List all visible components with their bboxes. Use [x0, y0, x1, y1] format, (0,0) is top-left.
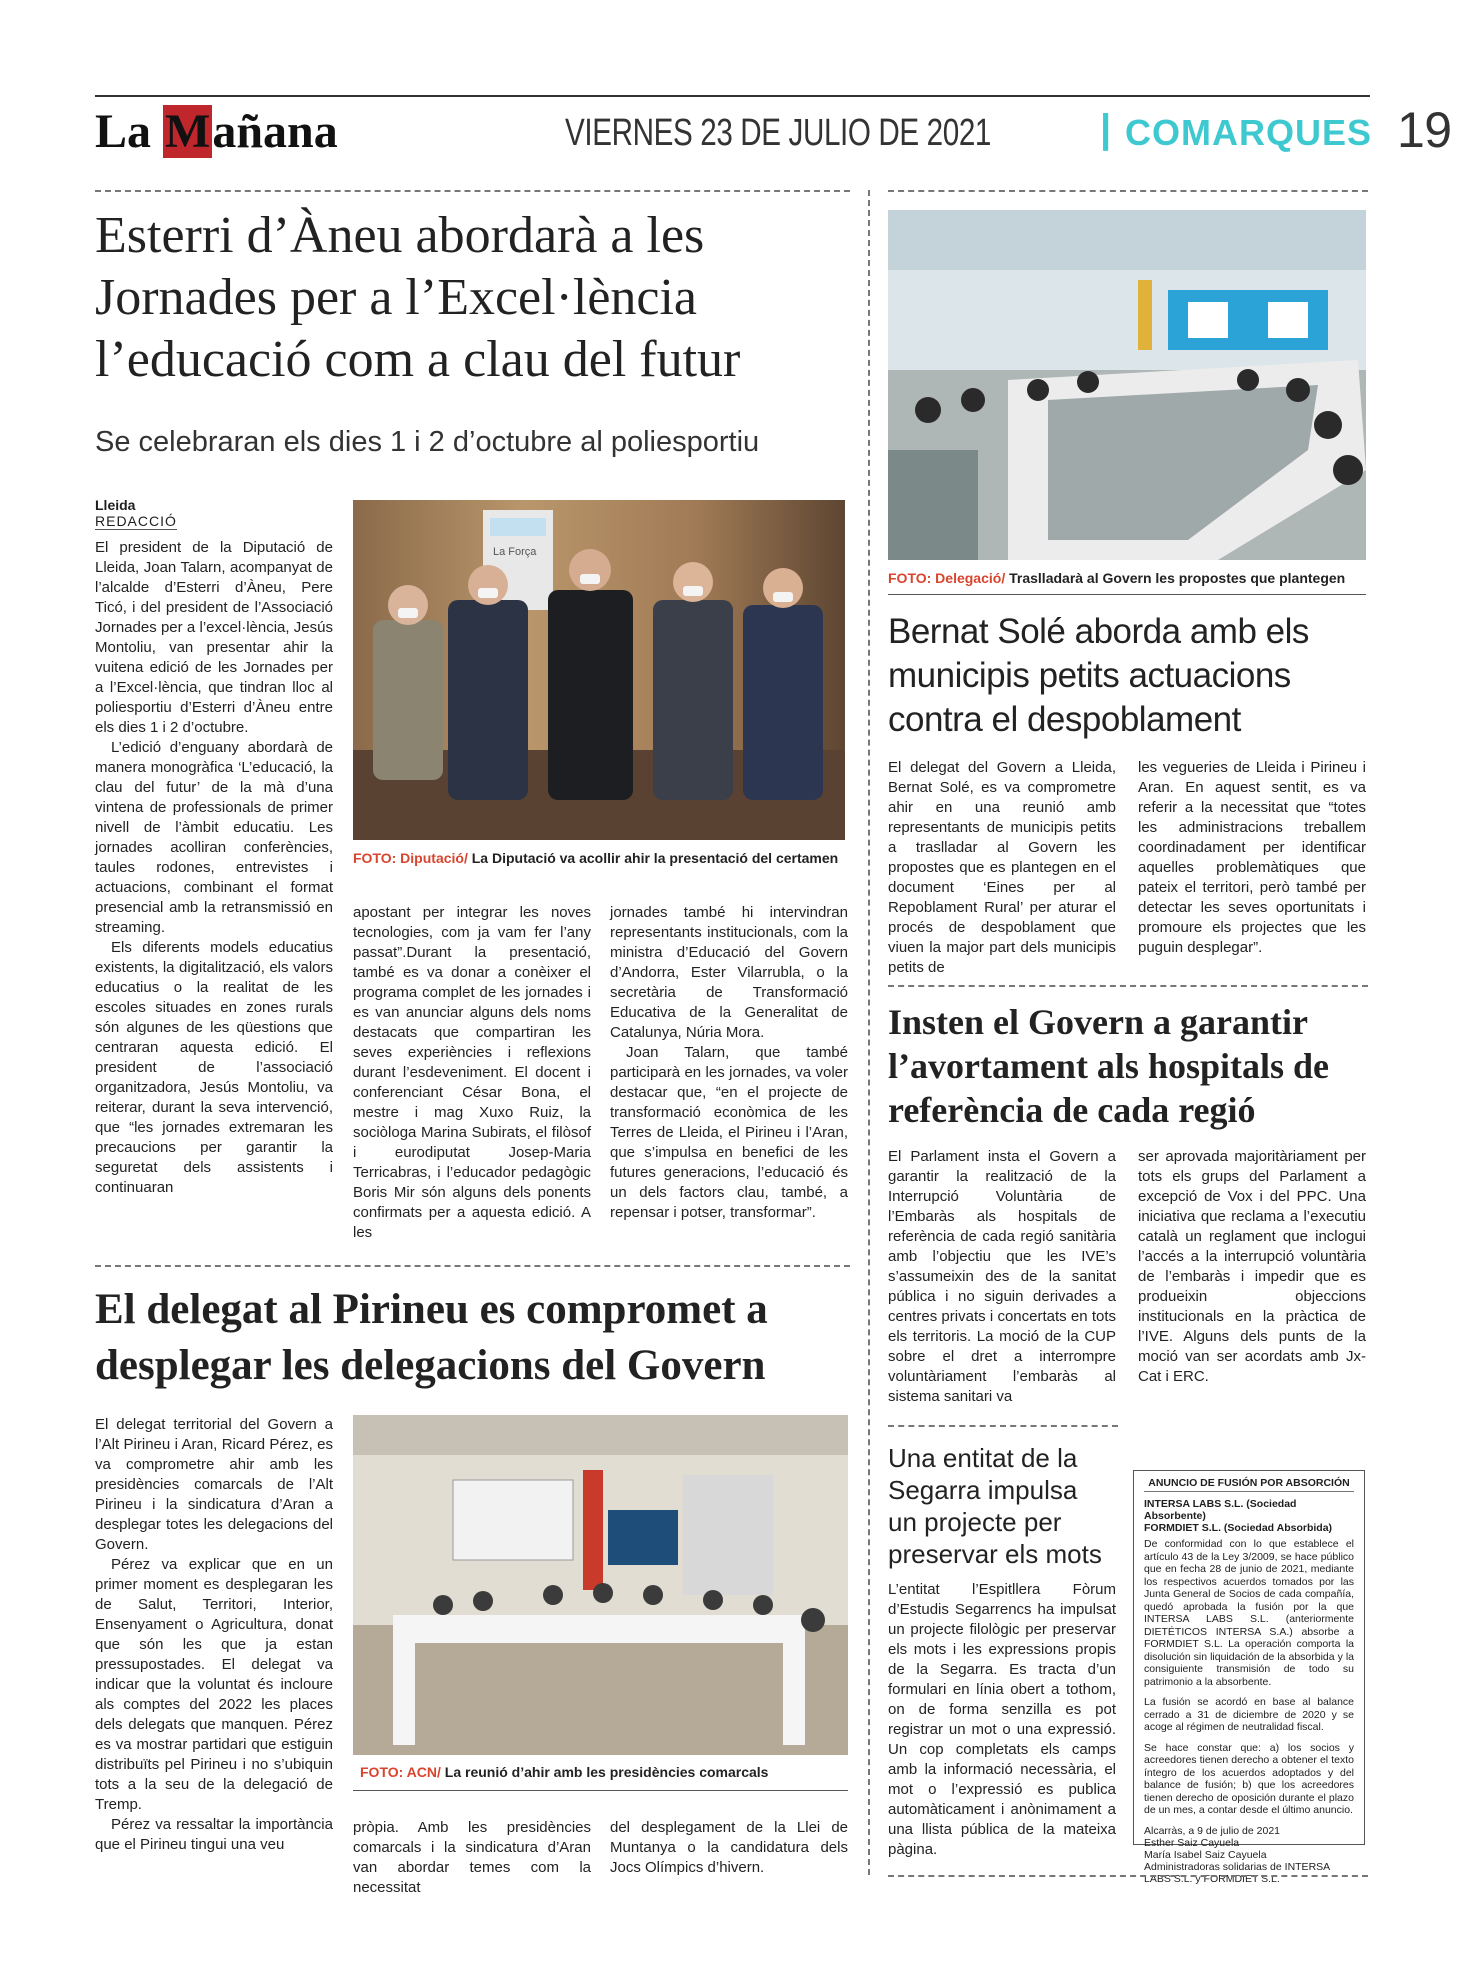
- article2-col1-paragraph: Pérez va explicar que en un primer moment es desplegaran les de Salut, Territori, Interior, Ensenyament o Agricultura, donat que són les que ja estan pressupostades. El delegat va indicar que la voluntat és incloure als comptes del 2022 les places dels delegats que manquen. Pérez es va mostrar partidari que estiguin distribuïts pel Pirineu i no s’ubiquin tots a la seu de la delegació de Tremp.: [95, 1556, 333, 1813]
- article4-column-2: [1138, 1147, 1366, 1387]
- article3-photo-image: [888, 210, 1366, 560]
- section-name: COMARQUES: [1125, 112, 1373, 153]
- article4-col2-paragraph: ser aprovada majoritàriament per tots els grups del Parlament a excepció de Vox i del PPC. Una iniciativa que reclama a l’executiu català un reglament que inclogui l’accés a la interrupció voluntària de l’embaràs i impedir que es produeixin objeccions institucionals en la pràctica de l’IVE. Alguns dels punts de la moció van ser acordats amb Jx-Cat i ERC.: [1138, 1148, 1366, 1385]
- signature-line: Administradoras solidarias de INTERSA LABS S.L. y FORMDIET S.L.: [1144, 1860, 1330, 1885]
- article1-col1-paragraph: El president de la Diputació de Lleida, Joan Talarn, acompanyat de l’alcalde d’Esterri d’Àneu, Pere Ticó, i del president de l’Associació Jornades per a l’excel·lència, Jesús Montoliu, van presentar ahir la vuitena edició de les Jornades per a l’Excel·lència, que tindran lloc al poliesportiu d’Esterri d’Àneu entre els dies 1 i 2 d’octubre.: [95, 539, 333, 736]
- article1-photo-image: [353, 500, 845, 840]
- newspaper-logo: [95, 107, 338, 157]
- article2-col1-paragraph: Pérez va ressaltar la importància que el Pirineu tingui una veu: [95, 1816, 333, 1853]
- page-number: 19: [1397, 102, 1452, 158]
- article1-photo: [353, 500, 845, 840]
- article5-body: [888, 1580, 1116, 1860]
- photo-caption-text: La reunió d’ahir amb les presidències comarcals: [444, 1764, 769, 1780]
- header-separator: |: [1100, 107, 1112, 151]
- article5-headline: Una entitat de la Segarra impulsa un projecte per preservar els mots: [888, 1443, 1102, 1569]
- divider-mid-left: [95, 1265, 850, 1267]
- article3-photo-caption: [888, 570, 1345, 586]
- article1-photo-caption: [353, 850, 838, 866]
- logo-accent-letter: M: [165, 105, 211, 158]
- signature-line: Alcarràs, a 9 de julio de 2021: [1144, 1824, 1281, 1837]
- article2-photo-caption: [360, 1764, 768, 1780]
- article1-column-3: [610, 903, 848, 1223]
- article1-headline: Esterri d’Àneu abordarà a les Jornades per a l’Excel·lència l’educació com a clau del futur: [95, 207, 741, 388]
- article1-subheadline: Se celebraran els dies 1 i 2 d’octubre al poliesportiu: [95, 426, 760, 458]
- legal-notice: [1133, 1470, 1365, 1885]
- divider-top-left: [95, 190, 850, 192]
- article4-column-1: [888, 1147, 1116, 1407]
- article2-photo-image: [353, 1415, 848, 1755]
- article2-column-1: [95, 1415, 333, 1855]
- photo-credit: FOTO: Diputació/: [353, 850, 468, 866]
- article3-col2-paragraph: les vegueries de Lleida i Pirineu i Aran. En aquest sentit, es va referir a la necessitat que “totes les administracions treballem coordinadament per identificar aquelles problemàtiques que pateix el territori, però també per detectar les seves oportunitats i promoure els projectes que les puguin desplegar”.: [1138, 759, 1366, 956]
- article5-paragraph: L’entitat l’Espitllera Fòrum d’Estudis Segarrencs ha impulsat un projecte filològic per preservar els mots i les expressions propis de la Segarra. Es tracta d’un formulari en línia obert a tothom, on de forma senzilla es pot registrar un mot o una expressió. Un cop completats els camps amb la informació necessària, el mot o l’expressió es publica automàticament i anònimament a una llista pública de la mateixa pàgina.: [888, 1581, 1116, 1858]
- issue-date: VIERNES 23 DE JULIO DE 2021: [565, 112, 992, 154]
- masthead-top-rule: [95, 95, 1370, 97]
- notice-paragraph: De conformidad con lo que establece el artículo 43 de la Ley 3/2009, se hace público que en fecha 28 de junio de 2021, mediante los respectivos acuerdos tomados por las Junta General de Socios de cada compañía, quedó aprobada la fusión por la que INTERSA LABS S.L. (anteriormente DIETÉTICOS INTERSA S.A.) absorbe a FORMDIET S.L. La operación comporta la disolución sin liquidación de la absorbida y la consiguiente transmisión de todo su patrimonio a la absorbente.: [1144, 1538, 1354, 1688]
- article2-column-2: [353, 1818, 591, 1898]
- article3-col1-paragraph: El delegat del Govern a Lleida, Bernat Solé, es va comprometre ahir en una reunió amb representants de municipis petits a traslladar al Govern les propostes que es plantegen en el document ‘Eines per al Repoblament Rural’ per aturar el procés de despoblament que viuen la major part dels municipis petits de: [888, 759, 1116, 976]
- article1-col1-paragraph: Els diferents models educatius existents, la digitalització, els valors educatius o la realitat de les escoles situades en zones rurals són algunes de les qüestions que centraran aquesta edició. El president de l’associació organitzadora, Jesús Montoliu, va reiterar, durant la seva intervenció, que “les jornades extremaran les precaucions per garantir la seguretat dels assistents i continuaran: [95, 939, 333, 1196]
- article2-headline: El delegat al Pirineu es compromet a desplegar les delegacions del Govern: [95, 1286, 768, 1389]
- article2-col2-paragraph: pròpia. Amb les presidències comarcals i la sindicatura d’Aran van abordar temes com la necessitat: [353, 1819, 591, 1896]
- article4-headline: Insten el Govern a garantir l’avortament als hospitals de referència de cada regió: [888, 1002, 1329, 1130]
- byline-author: REDACCIÓ: [95, 513, 177, 529]
- article3-column-2: [1138, 758, 1366, 958]
- article1-col3-paragraph: Joan Talarn, que també participarà en les jornades, va voler destacar que, “en el projecte de transformació econòmica de les Terres de Lleida, el Pirineu i l’Aran, que s’impulsa en benefici de les futures generacions, l’educació és un dels factors clau, també, a repensar i potser, transformar”.: [610, 1044, 848, 1221]
- byline-place: Lleida: [95, 497, 136, 513]
- divider-right-1: [888, 985, 1368, 987]
- notice-paragraph: Se hace constar que: a) los socios y acreedores tienen derecho a obtener el texto íntegro de los acuerdos adoptados y del balance de fusión; b) que los acreedores tienen derecho de oposición durante el plazo de un mes, a contar desde el último anuncio.: [1144, 1741, 1354, 1816]
- logo-text: La Mañana: [95, 105, 338, 158]
- article1-byline: [95, 497, 335, 531]
- photo-caption-text: La Diputació va acollir ahir la presentació del certamen: [471, 850, 839, 866]
- signature-line: María Isabel Saiz Cayuela: [1144, 1848, 1267, 1861]
- article4-col1-paragraph: El Parlament insta el Govern a garantir la realització de la Interrupció Voluntària de l’Embaràs als hospitals de referència de cada regió sanitària amb l’objectiu que les IVE’s s’assumeixin des de la sanitat pública i no siguin derivades a centres privats i concertats en tots els territoris. La moció de la CUP sobre el dret a interrompre voluntàriament l’embaràs al sistema sanitari va: [888, 1148, 1116, 1405]
- photo-sign-text: La Força: [493, 546, 537, 558]
- notice-paragraph: La fusión se acordó en base al balance cerrado a 31 de diciembre de 2020 y se acoge al régimen de neutralidad fiscal.: [1144, 1696, 1354, 1733]
- article1-col1-paragraph: L’edició d’enguany abordarà de manera monogràfica ‘L’educació, la clau del futur’ de la mà d’una vintena de professionals de primer nivell de l’àmbit educatiu. Les jornades acolliran conferències, taules rodones, entrevistes i actuacions, combinant el format presencial amb la retransmissió en streaming.: [95, 739, 333, 936]
- divider-right-2: [888, 1425, 1118, 1427]
- article3-caption-rule: [888, 594, 1366, 595]
- article1-col2-paragraph: apostant per integrar les noves tecnologies, com ja vam fer l’any passat”.Durant la presentació, també es va donar a conèixer el programa complet de les jornades i es van anunciar alguns dels noms destacats que compartiran les seves experiències i reflexions durant l’esdeveniment. El docent i conferenciant César Bona, el mestre i mag Xuxo Ruiz, la sociòloga Marina Subirats, el filòsof i eurodiputat Josep-Maria Terricabras, i l’educador pedagògic Boris Mir són alguns dels ponents confirmats per a aquesta edició. A les: [353, 904, 591, 1241]
- article1-col3-paragraph: jornades també hi intervindran representants institucionals, com la ministra d’Educació del Govern d’Andorra, Ester Vilarrubla, o la secretària de Transformació Educativa de la Generalitat de Catalunya, Núria Mora.: [610, 904, 848, 1041]
- article2-caption-rule: [353, 1790, 848, 1791]
- photo-credit: FOTO: Delegació/: [888, 570, 1006, 586]
- article1-column-2: [353, 903, 591, 1243]
- photo-credit: FOTO: ACN/: [360, 1764, 441, 1780]
- article2-col1-paragraph: El delegat territorial del Govern a l’Alt Pirineu i Aran, Ricard Pérez, es va comprometre ahir amb les presidències comarcals de l’Alt Pirineu i la sindicatura d’Aran a desplegar totes les delegacions del Govern.: [95, 1416, 333, 1553]
- article3-headline: Bernat Solé aborda amb els municipis petits actuacions contra el despoblament: [888, 612, 1309, 739]
- article3-photo: [888, 210, 1366, 560]
- divider-bottom: [888, 1875, 1368, 1877]
- article1-column-1: [95, 538, 333, 1198]
- article2-col3-paragraph: del desplegament de la Llei de Muntanya o la candidatura dels Jocs Olímpics d’hivern.: [610, 1819, 848, 1876]
- divider-top-right: [888, 190, 1368, 192]
- divider-vertical: [868, 190, 870, 1875]
- signature-line: Esther Saiz Cayuela: [1144, 1836, 1240, 1849]
- photo-caption-text: Traslladarà al Govern les propostes que plantegen: [1009, 570, 1346, 586]
- article2-photo: [353, 1415, 848, 1755]
- article3-column-1: [888, 758, 1116, 978]
- notice-company1: INTERSA LABS S.L. (Sociedad Absorbente): [1144, 1498, 1297, 1522]
- article2-column-3: [610, 1818, 848, 1878]
- notice-company2: FORMDIET S.L. (Sociedad Absorbida): [1144, 1522, 1333, 1534]
- notice-title: ANUNCIO DE FUSIÓN POR ABSORCIÓN: [1144, 1477, 1354, 1492]
- masthead: [95, 95, 1452, 165]
